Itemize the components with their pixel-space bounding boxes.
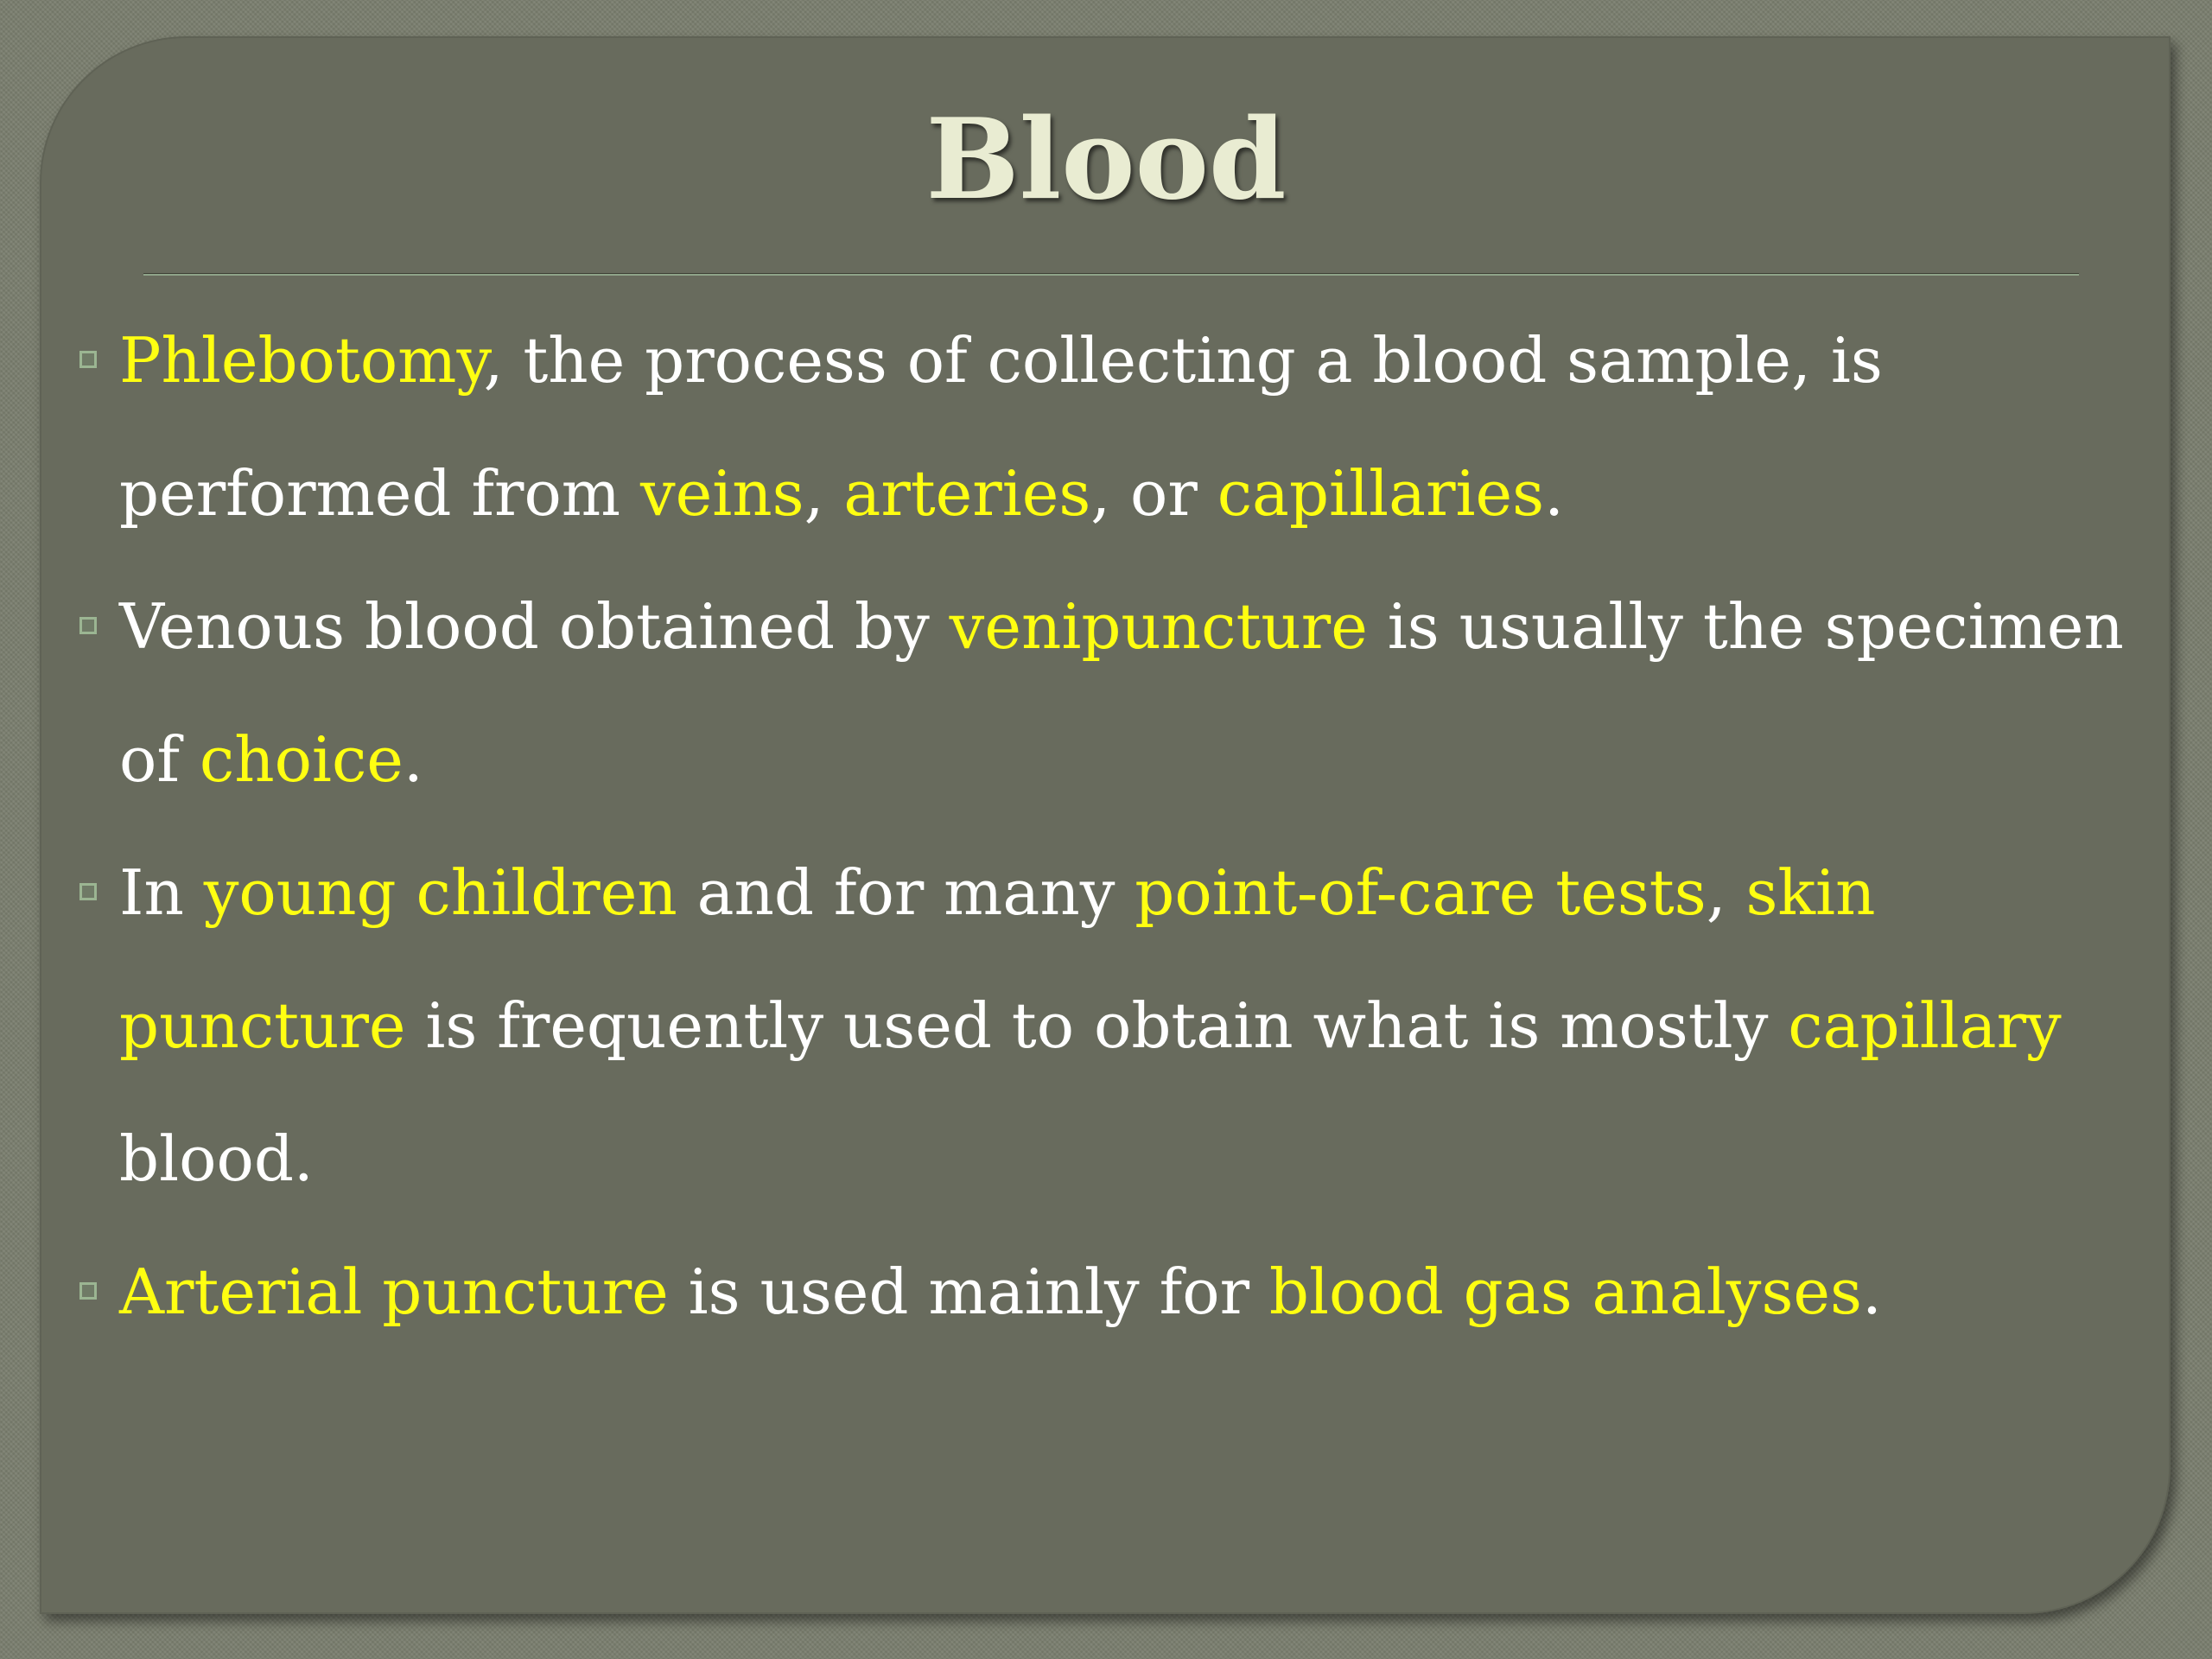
body-text: . — [1861, 1255, 1882, 1328]
highlight-term: venipuncture — [949, 590, 1368, 663]
body-text: Venous blood obtained by — [119, 590, 950, 663]
body-text: , or — [1090, 457, 1217, 530]
highlight-term: capillary — [1788, 989, 2062, 1062]
slide-title: Blood — [925, 95, 1287, 225]
bullet-item-skin-puncture — [79, 826, 2171, 1225]
highlight-term: Phlebotomy — [119, 324, 484, 397]
highlight-term: young children — [203, 856, 677, 929]
hollow-square-bullet-icon — [79, 351, 97, 368]
body-text: , — [1706, 856, 1746, 929]
highlight-term: choice — [199, 723, 404, 796]
bullet-item-venous-blood — [79, 560, 2171, 826]
title-divider — [143, 273, 2079, 276]
highlight-term: arteries — [843, 457, 1091, 530]
body-text: is frequently used to obtain what is mostly — [405, 989, 1789, 1062]
highlight-term: blood gas analyses — [1268, 1255, 1862, 1328]
body-text: blood. — [119, 1122, 314, 1195]
bullet-item-phlebotomy — [79, 294, 2171, 560]
bullet-list — [79, 294, 2171, 1358]
body-text: is used mainly for — [668, 1255, 1269, 1328]
hollow-square-bullet-icon — [79, 617, 97, 634]
body-text: , the process of collecting a blood sample, is performed from — [119, 324, 1883, 530]
bullet-item-arterial-puncture — [79, 1225, 2171, 1358]
body-text: is usually the specimen of — [119, 590, 2124, 796]
hollow-square-bullet-icon — [79, 883, 97, 900]
highlight-term: skin puncture — [119, 856, 1876, 1062]
hollow-square-bullet-icon — [79, 1282, 97, 1300]
body-text: . — [403, 723, 423, 796]
highlight-term: Arterial puncture — [119, 1255, 669, 1328]
body-text: . — [1544, 457, 1564, 530]
highlight-term: capillaries — [1217, 457, 1545, 530]
body-text: and for many — [677, 856, 1135, 929]
body-text: , — [804, 457, 844, 530]
body-text: In — [119, 856, 204, 929]
highlight-term: point-of-care tests — [1135, 856, 1707, 929]
highlight-term: veins — [639, 457, 804, 530]
